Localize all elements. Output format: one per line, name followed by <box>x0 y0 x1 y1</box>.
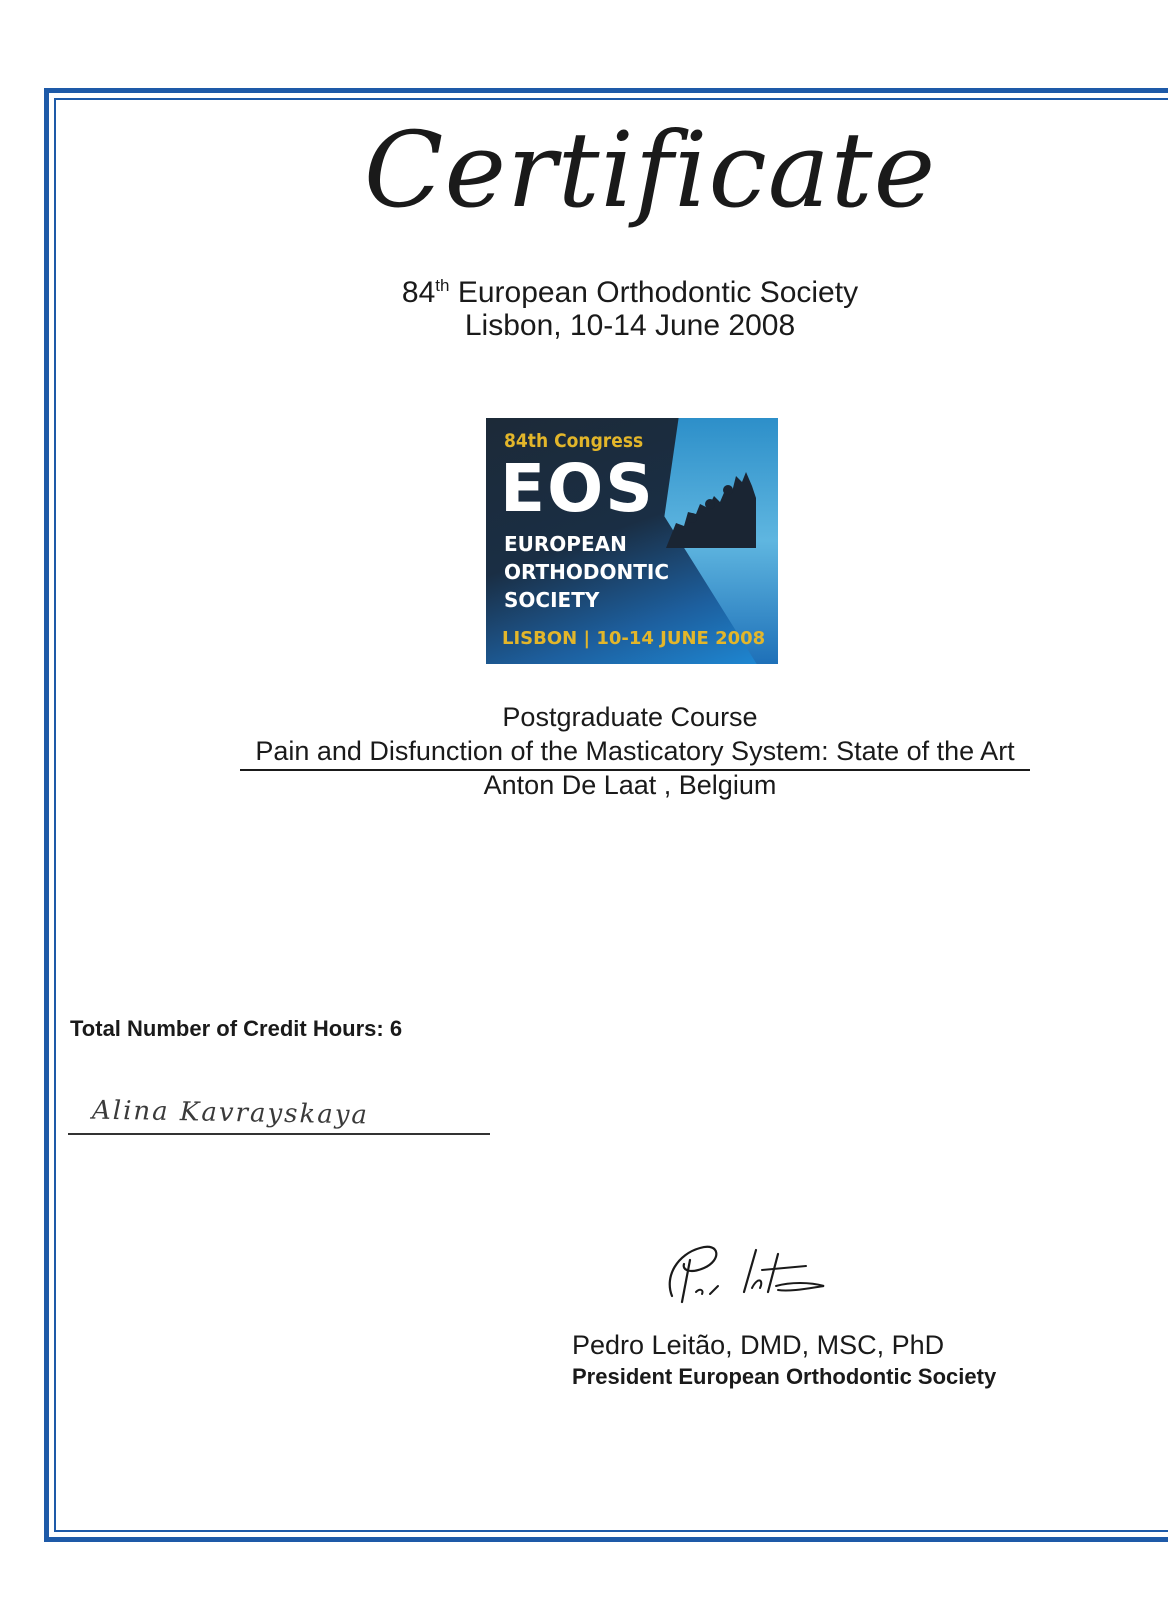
logo-society-name: EUROPEAN ORTHODONTIC SOCIETY <box>504 532 669 612</box>
course-type: Postgraduate Course <box>502 702 758 732</box>
course-title: Pain and Disfunction of the Masticatory System: State of the Art <box>240 736 1030 771</box>
credit-hours: Total Number of Credit Hours: 6 <box>70 1016 403 1041</box>
edition-suffix: th <box>435 276 450 295</box>
logo-congress-label: 84th Congress <box>504 430 644 452</box>
president-signature <box>660 1236 830 1306</box>
signatory-role: President European Orthodontic Society <box>572 1364 997 1389</box>
society-heading <box>330 268 930 311</box>
congress-logo <box>486 418 778 664</box>
logo-acronym: EOS <box>500 450 655 527</box>
certificate-title: Certificate <box>363 109 937 231</box>
logo-location-dates: LISBON | 10-14 JUNE 2008 <box>502 628 766 649</box>
society-name: European Orthodontic Society <box>457 276 859 309</box>
participant-name-line <box>68 1133 490 1135</box>
participant-handwritten-name: Alina Kavrayskaya <box>91 1095 370 1131</box>
course-speaker: Anton De Laat , Belgium <box>483 770 777 800</box>
monument-silhouette-icon <box>666 468 756 548</box>
edition-number: 84 <box>401 276 436 309</box>
event-location-date: Lisbon, 10-14 June 2008 <box>464 309 796 342</box>
signatory-name: Pedro Leitão, DMD, MSC, PhD <box>572 1330 945 1360</box>
